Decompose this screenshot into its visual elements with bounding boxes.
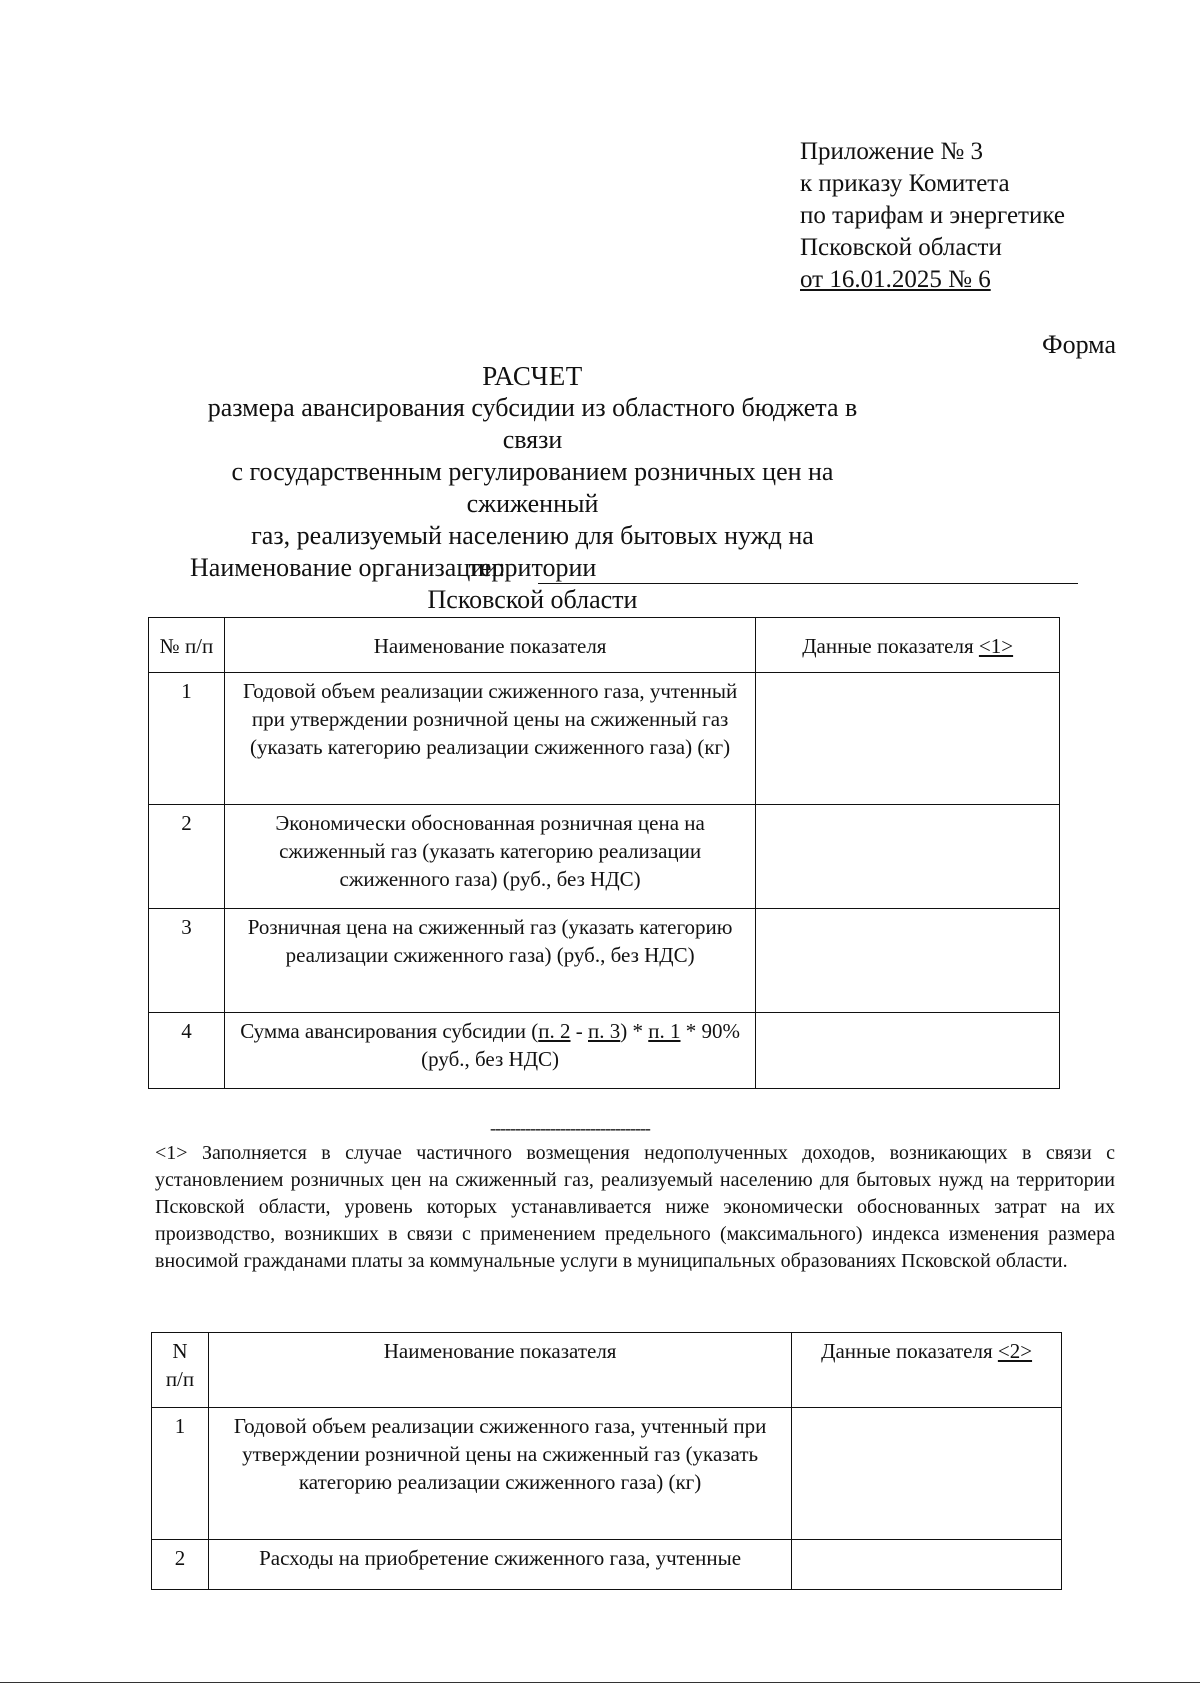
row-number: 4 (149, 1013, 225, 1089)
row-number: 2 (149, 805, 225, 909)
title-line-3: газ, реализуемый населению для бытовых нужд на территории (251, 521, 814, 582)
row-number: 3 (149, 909, 225, 1013)
reference-item-1[interactable]: п. 1 (648, 1019, 681, 1043)
appendix-order-date: от 16.01.2025 № 6 (800, 266, 991, 293)
footnote-divider: -------------------------------- (490, 1118, 650, 1138)
footnote-1: <1> Заполняется в случае частичного возмещения недополученных доходов, возникающих в связи с установлением розничных цен на сжиженный газ, реализуемый населению для бытовых нужд на территории Псковской области, уровень которых устанавливается ниже экономически обоснованных затрат на их производство, возникших в связи с применением предельного (максимального) индекса изменения размера вносимой гражданами платы за коммунальные услуги в муниципальных образованиях Псковской области. (155, 1142, 1115, 1272)
row-number: 2 (152, 1540, 209, 1590)
appendix-line-3: по тарифам и энергетике (800, 202, 1065, 229)
row-value-cell[interactable] (756, 805, 1060, 909)
row-indicator-name: Розничная цена на сжиженный газ (указать категорию реализации сжиженного газа) (руб., без НДС) (224, 909, 755, 1013)
header-indicator-data: Данные показателя <2> (792, 1333, 1062, 1408)
footnote-ref-1[interactable]: <1> (978, 634, 1014, 658)
appendix-line-4: Псковской области (800, 234, 1002, 261)
row-value-cell[interactable] (756, 1013, 1060, 1089)
table-header-row (149, 618, 1060, 673)
row-value-cell[interactable] (792, 1408, 1062, 1540)
footnote-ref-2[interactable]: <2> (997, 1339, 1033, 1363)
calculation-table (148, 617, 1060, 1089)
row-value-cell[interactable] (756, 909, 1060, 1013)
row-indicator-name: Экономически обоснованная розничная цена на сжиженный газ (указать категорию реализации сжиженного газа) (руб., без НДС) (224, 805, 755, 909)
row-value-cell[interactable] (792, 1540, 1062, 1590)
appendix-line-2: к приказу Комитета (800, 170, 1010, 197)
table-row (149, 909, 1060, 1013)
title-heading: РАСЧЕТ (482, 361, 583, 391)
header-number: № п/п (149, 618, 225, 673)
title-line-1: размера авансирования субсидии из областного бюджета в связи (207, 393, 858, 454)
table-row (149, 1013, 1060, 1089)
organization-name-field[interactable] (538, 583, 1078, 584)
header-number: N п/п (152, 1333, 209, 1408)
organization-label: Наименование организации: (190, 553, 506, 582)
table-row (149, 673, 1060, 805)
title-line-2: с государственным регулированием розничных цен на сжиженный (231, 457, 834, 518)
reference-item-2[interactable]: п. 2 (538, 1019, 571, 1043)
row-indicator-name: Годовой объем реализации сжиженного газа, учтенный при утверждении розничной цены на сжиженный газ (указать категорию реализации сжиженного газа) (кг) (208, 1408, 791, 1540)
row-value-cell[interactable] (756, 673, 1060, 805)
table-row (152, 1408, 1062, 1540)
header-indicator-data: Данные показателя <1> (756, 618, 1060, 673)
table-header-row (152, 1333, 1062, 1408)
appendix-line-1: Приложение № 3 (800, 138, 984, 165)
appendix-block (800, 136, 1065, 296)
title-line-4: Псковской области (427, 585, 638, 614)
form-label: Форма (1042, 330, 1116, 359)
header-indicator-name: Наименование показателя (224, 618, 755, 673)
row-number: 1 (152, 1408, 209, 1540)
table-row (152, 1540, 1062, 1590)
row-indicator-name: Годовой объем реализации сжиженного газа, учтенный при утверждении розничной цены на сжиженный газ (указать категорию реализации сжиженного газа) (кг) (224, 673, 755, 805)
reference-item-3[interactable]: п. 3 (588, 1019, 621, 1043)
page-bottom-edge (0, 1682, 1200, 1683)
header-indicator-name: Наименование показателя (208, 1333, 791, 1408)
row-indicator-name: Сумма авансирования субсидии (п. 2 - п. 3) * п. 1 * 90% (руб., без НДС) (224, 1013, 755, 1089)
row-number: 1 (149, 673, 225, 805)
row-indicator-name: Расходы на приобретение сжиженного газа, учтенные (208, 1540, 791, 1590)
table-row (149, 805, 1060, 909)
expenses-table (151, 1332, 1062, 1590)
